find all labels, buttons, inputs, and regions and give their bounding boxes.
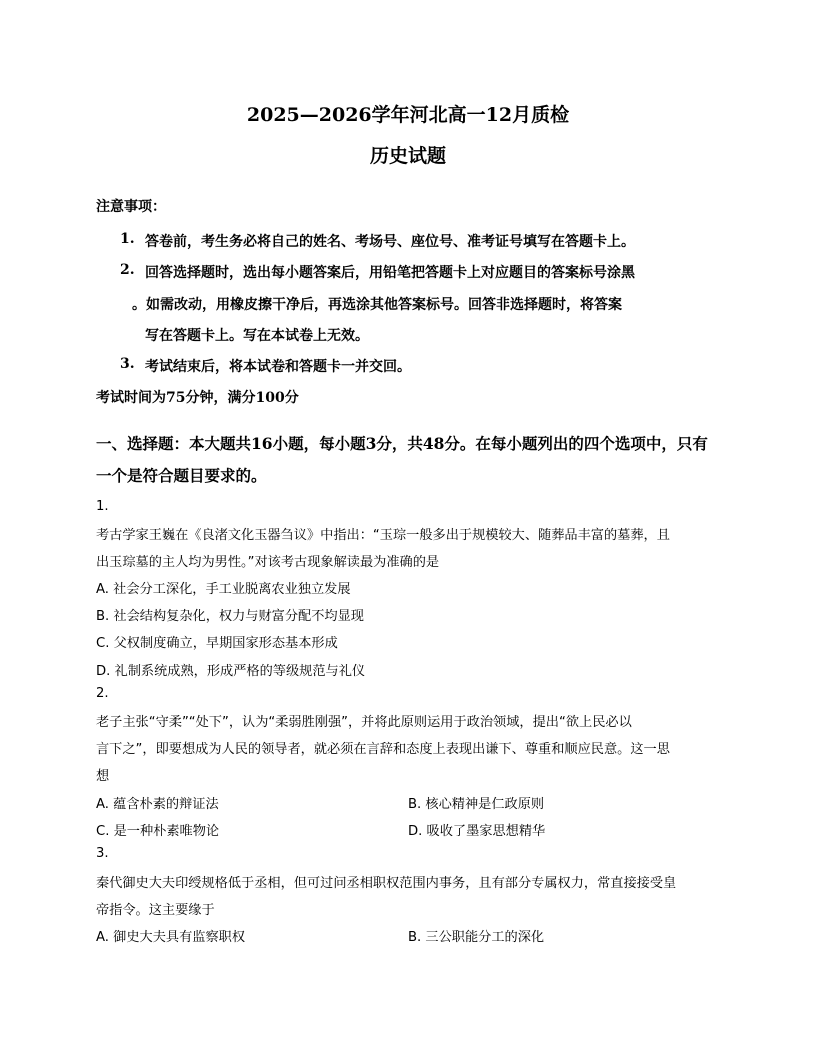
section-1-heading-line-1: 一、选择题：本大题共16小题，每小题3分，共48分。在每小题列出的四个选项中，只有	[96, 434, 708, 453]
question-2-option-a: A. 蕴含朴素的辩证法	[96, 797, 219, 812]
question-2-stem-line-3: 想	[96, 769, 110, 784]
notice-item-1-num: 1.	[120, 231, 135, 247]
notice-item-2-num: 2.	[120, 262, 135, 278]
section-1-heading-line-2: 一个是符合题目要求的。	[96, 466, 267, 485]
question-3-number: 3.	[96, 846, 109, 861]
question-2-number: 2.	[96, 686, 109, 701]
exam-subtitle: 历史试题	[369, 145, 446, 167]
question-1-option-b: B. 社会结构复杂化，权力与财富分配不均显现	[96, 609, 364, 624]
notice-item-2-line-2: 。如需改动，用橡皮擦干净后，再选涂其他答案标号。回答非选择题时，将答案	[132, 297, 622, 313]
notice-item-2-line-3: 写在答题卡上。写在本试卷上无效。	[145, 328, 369, 344]
exam-time: 考试时间为75分钟，满分100分	[96, 390, 299, 406]
question-2-stem-line-2: 言下之”，即要想成为人民的领导者，就必须在言辞和态度上表现出谦下、尊重和顺应民意。这一思	[96, 742, 670, 757]
question-2-option-b: B. 核心精神是仁政原则	[408, 797, 545, 812]
question-1-option-a: A. 社会分工深化，手工业脱离农业独立发展	[96, 582, 351, 597]
notice-item-1-line-1: 答卷前，考生务必将自己的姓名、考场号、座位号、准考证号填写在答题卡上。	[145, 234, 635, 250]
question-3-stem-line-1: 秦代御史大夫印绶规格低于丞相，但可过问丞相职权范围内事务，且有部分专属权力，常直接接受皇	[96, 876, 677, 891]
question-1-option-c: C. 父权制度确立，早期国家形态基本形成	[96, 636, 338, 651]
question-1-stem-line-2: 出玉琮墓的主人均为男性。”对该考古现象解读最为准确的是	[96, 555, 440, 570]
notice-item-3-num: 3.	[120, 356, 135, 372]
question-2-option-c: C. 是一种朴素唯物论	[96, 824, 220, 839]
question-2-option-d: D. 吸收了墨家思想精华	[408, 824, 546, 839]
question-3-option-b: B. 三公职能分工的深化	[408, 930, 545, 945]
notice-heading: 注意事项：	[96, 199, 166, 215]
notice-item-3-line-1: 考试结束后，将本试卷和答题卡一并交回。	[145, 359, 411, 375]
question-1-option-d: D. 礼制系统成熟，形成严格的等级规范与礼仪	[96, 664, 366, 679]
question-3-stem-line-2: 帝指令。这主要缘于	[96, 903, 215, 918]
question-3-option-a: A. 御史大夫具有监察职权	[96, 930, 246, 945]
question-1-stem-line-1: 考古学家王巍在《良渚文化玉器刍议》中指出：“玉琮一般多出于规模较大、随葬品丰富的墓葬，且	[96, 528, 670, 543]
notice-item-2-line-1: 回答选择题时，选出每小题答案后，用铅笔把答题卡上对应题目的答案标号涂黑	[145, 265, 635, 281]
question-2-stem-line-1: 老子主张“守柔”“处下”，认为“柔弱胜刚强”，并将此原则运用于政治领域，提出“欲上民必以	[96, 715, 632, 730]
exam-title: 2025—2026学年河北高一12月质检	[246, 104, 570, 126]
question-1-number: 1.	[96, 499, 109, 514]
